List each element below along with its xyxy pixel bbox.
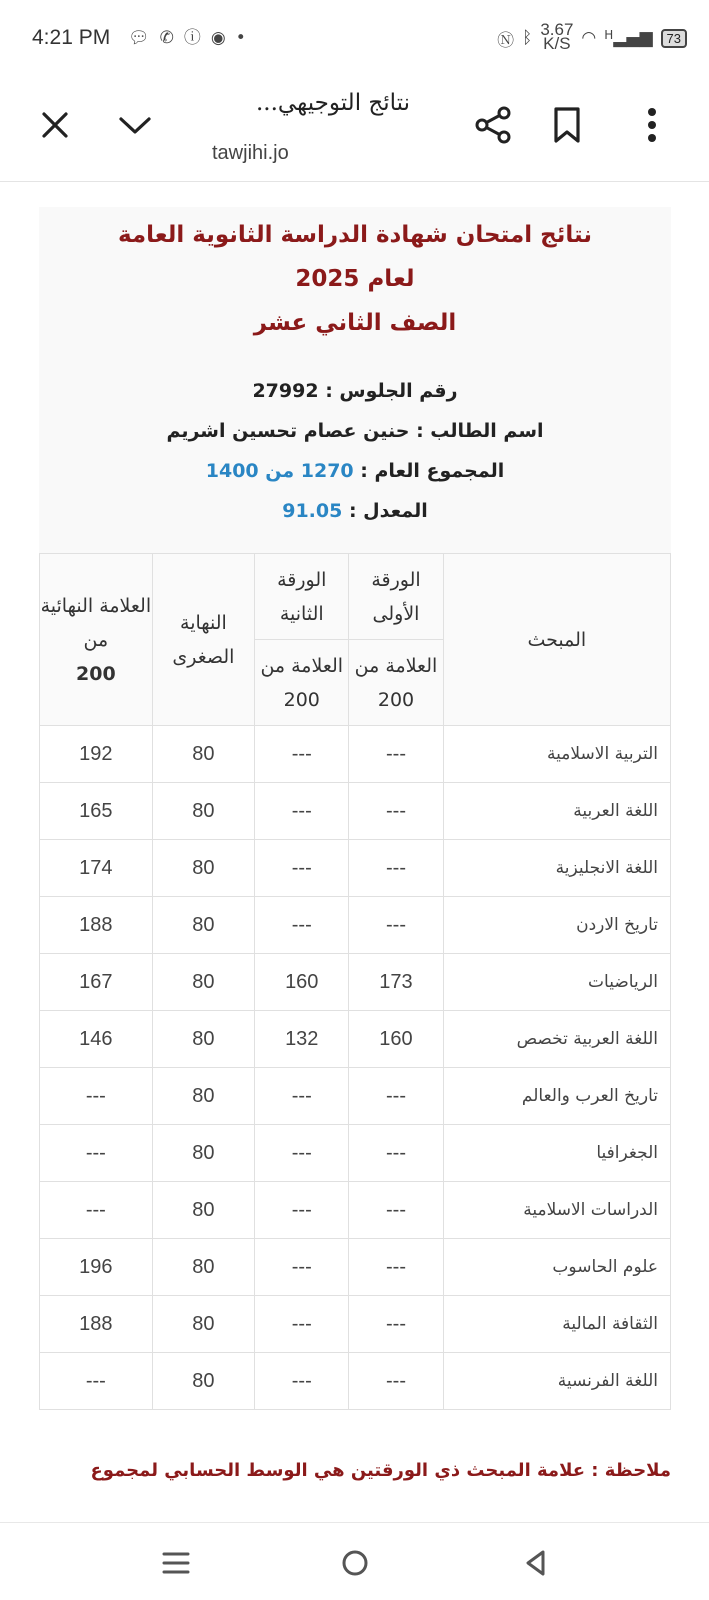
final-grade-cell: 192 [40, 726, 153, 783]
total-label: المجموع العام : [360, 460, 505, 482]
min-grade-cell: 80 [152, 726, 254, 783]
total-line [39, 451, 671, 491]
seat-label: رقم الجلوس : [325, 380, 458, 402]
chat-bubble-icon: 💬︎ [128, 28, 150, 48]
home-icon [340, 1548, 370, 1578]
paper2-cell: --- [255, 1296, 349, 1353]
final-grade-cell: 188 [40, 1296, 153, 1353]
bluetooth-icon: ᛒ [522, 28, 533, 48]
header-final-num: 200 [76, 662, 116, 685]
subject-cell: تاريخ الاردن [443, 897, 670, 954]
results-content [39, 207, 671, 1410]
student-name-line [39, 411, 671, 451]
results-header [39, 207, 671, 345]
student-info [39, 371, 671, 531]
subject-cell: الدراسات الاسلامية [443, 1182, 670, 1239]
app-notification-icon: ◉ [210, 28, 226, 48]
bookmark-button[interactable] [542, 100, 592, 150]
header-final [40, 554, 153, 726]
subject-cell: اللغة الفرنسية [443, 1353, 670, 1410]
student-name: حنين عصام تحسين اشريم [166, 420, 410, 442]
navigation-bar [0, 1522, 709, 1600]
minimize-button[interactable] [110, 100, 160, 150]
subject-cell: تاريخ العرب والعالم [443, 1068, 670, 1125]
table-row [40, 726, 671, 783]
subject-cell: اللغة العربية [443, 783, 670, 840]
close-icon [40, 110, 70, 140]
min-grade-cell: 80 [152, 1011, 254, 1068]
table-row [40, 1239, 671, 1296]
back-icon [522, 1548, 548, 1578]
header-final-label: العلامة النهائية من [40, 594, 152, 651]
paper1-cell: --- [349, 726, 443, 783]
min-grade-cell: 80 [152, 1239, 254, 1296]
page-url: tawjihi.jo [212, 142, 289, 164]
final-grade-cell: 174 [40, 840, 153, 897]
nfc-icon: Ⓝ [497, 30, 515, 51]
paper1-cell: 173 [349, 954, 443, 1011]
min-grade-cell: 80 [152, 783, 254, 840]
wifi-icon: ◠ [581, 28, 597, 48]
min-grade-cell: 80 [152, 840, 254, 897]
seat-number-line [39, 371, 671, 411]
share-button[interactable] [468, 100, 518, 150]
note-text: ملاحظة : علامة المبحث ذي الورقتين هي الوسط الحسابي لمجموع [90, 1460, 671, 1481]
name-label: اسم الطالب : [416, 420, 544, 442]
final-grade-cell: 188 [40, 897, 153, 954]
header-min: النهاية الصغرى [152, 554, 254, 726]
whatsapp-icon: ✆ [159, 28, 174, 48]
header-line-3: الصف الثاني عشر [253, 310, 457, 336]
table-row [40, 840, 671, 897]
total-value: 1270 [300, 460, 354, 482]
more-notifications-dot-icon: • [235, 28, 246, 48]
page-title: نتائج التوجيهي... [256, 90, 410, 116]
paper2-cell: --- [255, 1125, 349, 1182]
paper2-cell: --- [255, 1068, 349, 1125]
recent-apps-button[interactable] [154, 1541, 198, 1585]
network-type: H [604, 28, 614, 42]
table-row [40, 1296, 671, 1353]
subject-cell: الرياضيات [443, 954, 670, 1011]
paper1-cell: --- [349, 1182, 443, 1239]
average-value: 91.05 [282, 500, 343, 522]
final-grade-cell: 167 [40, 954, 153, 1011]
final-grade-cell: --- [40, 1353, 153, 1410]
subject-cell: التربية الاسلامية [443, 726, 670, 783]
home-button[interactable] [333, 1541, 377, 1585]
header-subject: المبحث [443, 554, 670, 726]
header-paper1: الورقة الأولى [349, 554, 443, 640]
paper2-cell: --- [255, 1239, 349, 1296]
alert-icon: ⓘ [183, 28, 201, 48]
more-vert-icon [646, 107, 658, 143]
speed-value: 3.67 [540, 20, 574, 39]
browser-toolbar [0, 76, 709, 182]
table-row [40, 954, 671, 1011]
paper2-cell: --- [255, 897, 349, 954]
paper2-cell: --- [255, 1353, 349, 1410]
header-line-2: لعام 2025 [295, 266, 415, 292]
back-button[interactable] [513, 1541, 557, 1585]
paper1-cell: --- [349, 840, 443, 897]
paper2-cell: --- [255, 1182, 349, 1239]
more-options-button[interactable] [627, 100, 677, 150]
subject-cell: علوم الحاسوب [443, 1239, 670, 1296]
grades-table [39, 553, 671, 1410]
header-line-1: نتائج امتحان شهادة الدراسة الثانوية العامة [117, 222, 593, 248]
paper1-cell: --- [349, 1296, 443, 1353]
share-icon [473, 105, 513, 145]
paper1-cell: --- [349, 1068, 443, 1125]
header-paper1-sub: العلامة من 200 [349, 640, 443, 726]
paper1-cell: 160 [349, 1011, 443, 1068]
paper2-cell: 160 [255, 954, 349, 1011]
final-grade-cell: 165 [40, 783, 153, 840]
final-grade-cell: --- [40, 1068, 153, 1125]
table-row [40, 1182, 671, 1239]
table-row [40, 1125, 671, 1182]
seat-number: 27992 [252, 380, 319, 402]
recent-apps-icon [161, 1550, 191, 1576]
paper1-cell: --- [349, 1353, 443, 1410]
table-row [40, 1353, 671, 1410]
speed-unit: K/S [543, 34, 571, 53]
close-button[interactable] [30, 100, 80, 150]
status-time: 4:21 PM [32, 26, 111, 49]
min-grade-cell: 80 [152, 954, 254, 1011]
paper2-cell: --- [255, 726, 349, 783]
total-of: من 1400 [205, 460, 295, 482]
table-row [40, 897, 671, 954]
notification-icons [128, 27, 246, 49]
table-row [40, 783, 671, 840]
subject-cell: الثقافة المالية [443, 1296, 670, 1353]
header-paper2: الورقة الثانية [255, 554, 349, 640]
paper2-cell: --- [255, 840, 349, 897]
paper1-cell: --- [349, 1239, 443, 1296]
header-paper2-sub: العلامة من 200 [255, 640, 349, 726]
paper1-cell: --- [349, 897, 443, 954]
paper2-cell: 132 [255, 1011, 349, 1068]
bookmark-icon [552, 106, 582, 144]
average-line [39, 491, 671, 531]
battery-icon: 73 [661, 29, 687, 48]
final-grade-cell: --- [40, 1125, 153, 1182]
status-bar [0, 0, 709, 76]
final-grade-cell: 146 [40, 1011, 153, 1068]
min-grade-cell: 80 [152, 1125, 254, 1182]
table-row [40, 1068, 671, 1125]
signal-icon: $^H$▂▄▆ [604, 28, 653, 48]
subject-cell: اللغة العربية تخصص [443, 1011, 670, 1068]
average-label: المعدل : [348, 500, 428, 522]
subject-cell: الجغرافيا [443, 1125, 670, 1182]
paper2-cell: --- [255, 783, 349, 840]
grades-body [40, 726, 671, 1410]
network-speed [540, 20, 574, 53]
system-icons [497, 20, 687, 53]
min-grade-cell: 80 [152, 897, 254, 954]
subject-cell: اللغة الانجليزية [443, 840, 670, 897]
table-row [40, 1011, 671, 1068]
chevron-down-icon [117, 113, 153, 137]
final-grade-cell: 196 [40, 1239, 153, 1296]
min-grade-cell: 80 [152, 1296, 254, 1353]
paper1-cell: --- [349, 783, 443, 840]
min-grade-cell: 80 [152, 1068, 254, 1125]
min-grade-cell: 80 [152, 1353, 254, 1410]
paper1-cell: --- [349, 1125, 443, 1182]
final-grade-cell: --- [40, 1182, 153, 1239]
min-grade-cell: 80 [152, 1182, 254, 1239]
